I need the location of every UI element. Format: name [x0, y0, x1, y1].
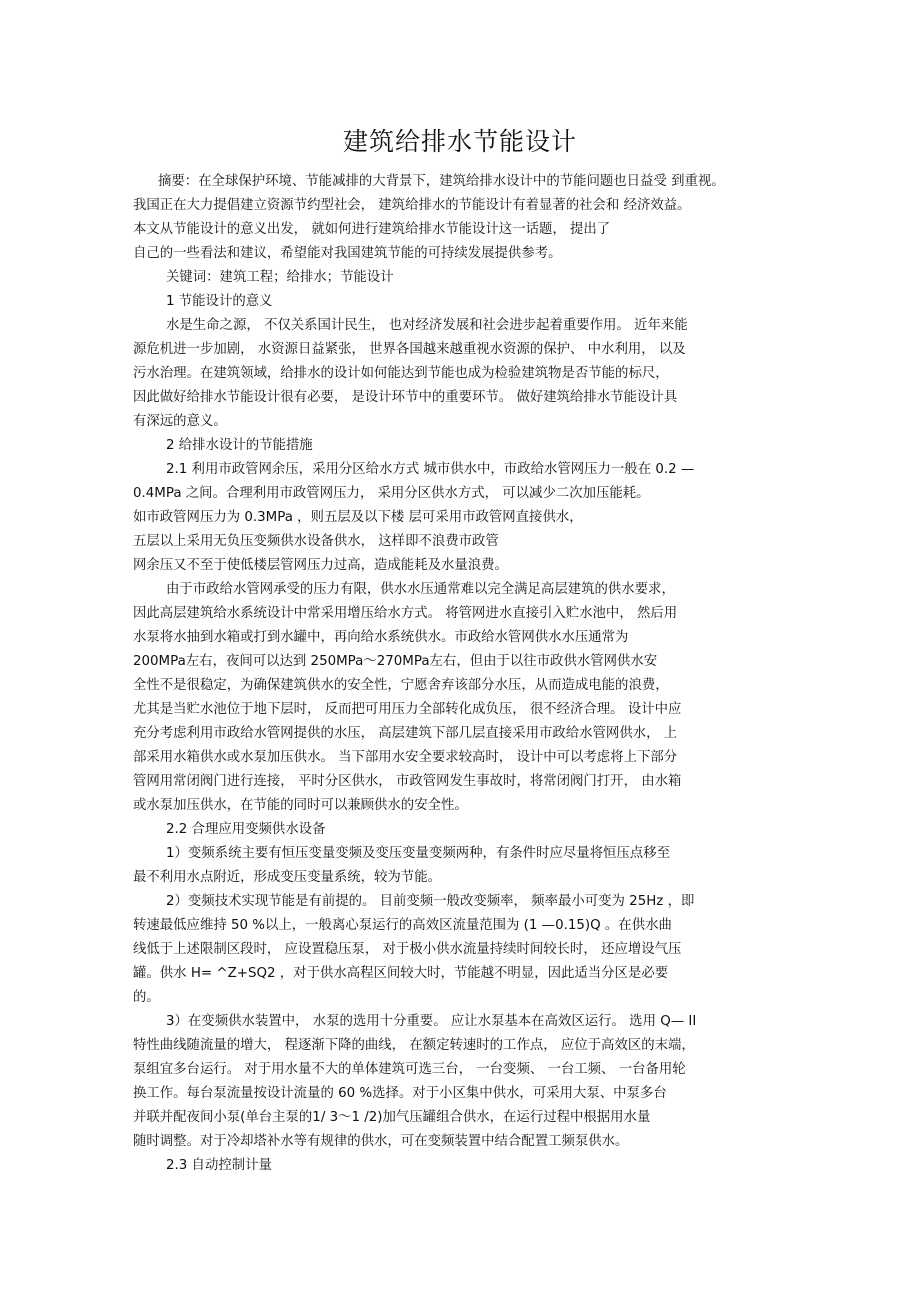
body-line: 五层以上采用无负压变频供水设备供水， 这样即不浪费市政管 [133, 534, 499, 549]
body-line: 泵组宜多台运行。 对于用水量不大的单体建筑可选三台， 一台变频、 一台工频、 一台备用轮 [133, 1062, 686, 1077]
body-line: 因此高层建筑给水系统设计中常采用增压给水方式。 将管网进水直接引入贮水池中， 然后用 [133, 606, 678, 621]
body-line: 有深远的意义。 [133, 414, 227, 429]
body-line: 罐。供水 H= ^Z+SQ2 ，对于供水高程区间较大时，节能越不明显，因此适当分区是必要 [133, 966, 669, 981]
body-line: 线低于上述限制区段时， 应设置稳压泵， 对于极小供水流量持续时间较长时， 还应增设气压 [133, 942, 682, 957]
body-line: 200MPa左右，夜间可以达到 250MPa〜270MPa左右，但由于以往市政供水管网供水安 [133, 654, 658, 669]
keywords-line: 关键词：建筑工程；给排水；节能设计 [166, 270, 394, 285]
body-line: 最不利用水点附近，形成变压变量系统，较为节能。 [133, 870, 441, 885]
body-line: 如市政管网压力为 0.3MPa ，则五层及以下楼 层可采用市政管网直接供水， [133, 510, 583, 525]
body-line: 因此做好给排水节能设计很有必要， 是设计环节中的重要环节。 做好建筑给排水节能设计具 [133, 390, 678, 405]
body-line: 污水治理。在建筑领域，给排水的设计如何能达到节能也成为检验建筑物是否节能的标尺， [133, 366, 669, 381]
body-line: 水泵将水抽到水箱或打到水罐中，再向给水系统供水。市政给水管网供水水压通常为 [133, 630, 629, 645]
body-line: 管网用常闭阀门进行连接， 平时分区供水， 市政管网发生事故时，将常闭阀门打开， 由水箱 [133, 774, 682, 789]
section-heading: 1 节能设计的意义 [166, 294, 273, 309]
body-line: 特性曲线随流量的增大， 程逐渐下降的曲线， 在额定转速时的工作点， 应位于高效区的末端， [133, 1038, 695, 1053]
subsection-heading: 2.3 自动控制计量 [166, 1158, 272, 1173]
body-line: 水是生命之源， 不仅关系国计民生， 也对经济发展和社会进步起着重要作用。 近年来能 [166, 318, 688, 333]
body-line: 转速最低应维持 50 %以上，一般离心泵运行的高效区流量范围为 (1 —0.15)Q 。在供水曲 [133, 918, 672, 933]
body-line: 随时调整。对于冷却塔补水等有规律的供水，可在变频装置中结合配置工频泵供水。 [133, 1134, 629, 1149]
body-line: 或水泵加压供水，在节能的同时可以兼顾供水的安全性。 [133, 798, 468, 813]
subsection-heading: 2.2 合理应用变频供水设备 [166, 822, 326, 837]
subsection-line: 2.1 利用市政管网余压，采用分区给水方式 城市供水中，市政给水管网压力一般在 0.2 — [166, 462, 695, 477]
abstract-line: 我国正在大力提倡建立资源节约型社会， 建筑给排水的节能设计有着显著的社会和 经济效益。 [133, 198, 691, 213]
body-line: 源危机进一步加剧， 水资源日益紧张， 世界各国越来越重视水资源的保护、 中水利用， 以及 [133, 342, 686, 357]
abstract-line: 自己的一些看法和建议，希望能对我国建筑节能的可持续发展提供参考。 [133, 246, 562, 261]
body-line: 并联并配夜间小泵(单台主泵的1/ 3〜1 /2)加气压罐组合供水，在运行过程中根据用水量 [133, 1110, 651, 1125]
body-line: 0.4MPa 之间。合理利用市政管网压力， 采用分区供水方式， 可以减少二次加压能耗。 [133, 486, 650, 501]
body-line: 网余压又不至于使低楼层管网压力过高，造成能耗及水量浪费。 [133, 558, 508, 573]
body-line: 2）变频技术实现节能是有前提的。 目前变频一般改变频率， 频率最小可变为 25Hz ，即 [166, 894, 695, 909]
body-line: 全性不是很稳定，为确保建筑供水的安全性，宁愿舍弃该部分水压，从而造成电能的浪费， [133, 678, 669, 693]
body-line: 部采用水箱供水或水泵加压供水。 当下部用水安全要求较高时， 设计中可以考虑将上下部分 [133, 750, 678, 765]
body-line: 3）在变频供水装置中， 水泵的选用十分重要。 应让水泵基本在高效区运行。 选用 Q— II [166, 1014, 697, 1029]
abstract-line: 本文从节能设计的意义出发， 就如何进行建筑给排水节能设计这一话题， 提出了 [133, 222, 611, 237]
body-line: 充分考虑利用市政给水管网提供的水压， 高层建筑下部几层直接采用市政给水管网供水， 上 [133, 726, 678, 741]
body-line: 的。 [133, 990, 160, 1005]
document-title: 建筑给排水节能设计 [342, 127, 577, 156]
body-line: 由于市政给水管网承受的压力有限，供水水压通常难以完全满足高层建筑的供水要求， [166, 582, 675, 597]
body-line: 1）变频系统主要有恒压变量变频及变压变量变频两种，有条件时应尽量将恒压点移至 [166, 846, 670, 861]
body-line: 尤其是当贮水池位于地下层时， 反而把可用压力全部转化成负压， 很不经济合理。 设计中应 [133, 702, 682, 717]
abstract-line: 摘要：在全球保护环境、节能减排的大背景下，建筑给排水设计中的节能问题也日益受 到重视。 [158, 174, 725, 189]
section-heading: 2 给排水设计的节能措施 [166, 438, 313, 453]
body-line: 换工作。每台泵流量按设计流量的 60 %选择。对于小区集中供水，可采用大泵、中泵多台 [133, 1086, 667, 1101]
